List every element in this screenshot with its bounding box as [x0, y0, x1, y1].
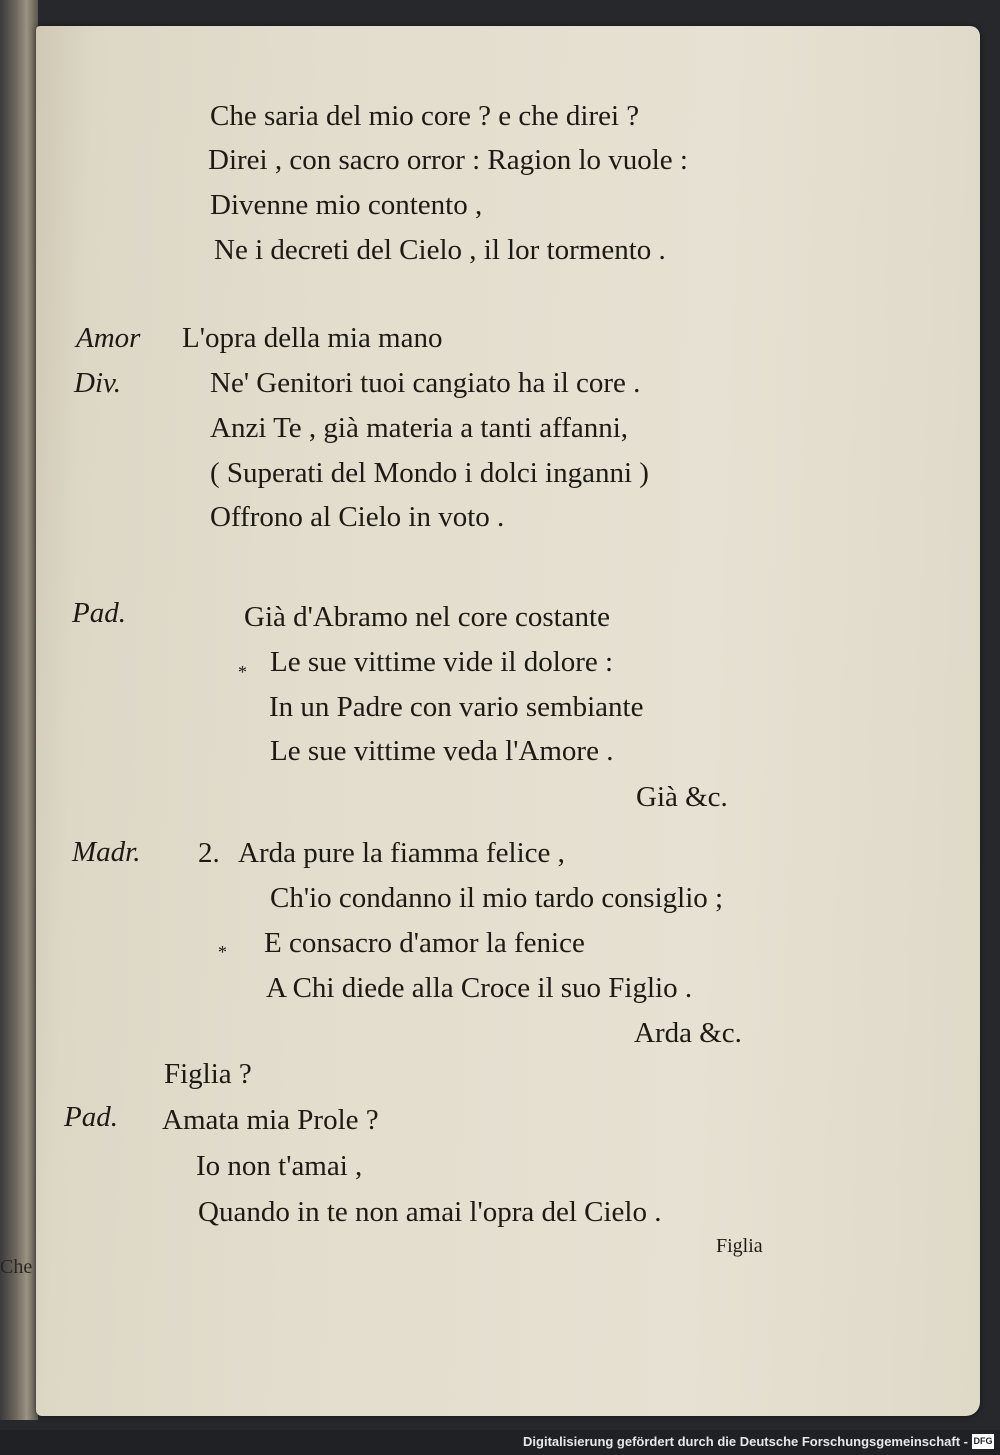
repeat-marker: Arda &c. — [634, 1017, 742, 1049]
verse-line: Quando in te non amai l'opra del Cielo . — [198, 1196, 662, 1228]
verse-line: Anzi Te , già materia a tanti affanni, — [210, 412, 629, 444]
verse-line: ( Superati del Mondo i dolci inganni ) — [210, 457, 649, 489]
verse-line: Offrono al Cielo in voto . — [210, 501, 505, 533]
speaker-label-div: Div. — [74, 367, 121, 399]
verse-line: Ne i decreti del Cielo , il lor tormento . — [214, 234, 666, 266]
verse-line: Divenne mio contento , — [210, 189, 483, 221]
verse-line: Arda pure la fiamma felice , — [238, 837, 565, 869]
book-page — [36, 26, 980, 1416]
dfg-logo: DFG — [972, 1434, 994, 1449]
catchword: Figlia — [716, 1235, 763, 1257]
speaker-label-amor: Amor — [76, 322, 141, 354]
verse-line: In un Padre con vario sembiante — [269, 691, 644, 723]
footer-bar — [0, 1430, 1000, 1455]
asterisk-mark: * — [218, 942, 227, 962]
speaker-label-pad: Pad. — [72, 597, 126, 629]
previous-page-margin-text: Che — [0, 1256, 33, 1278]
speaker-label-madr: Madr. — [72, 836, 141, 868]
verse-line: Direi , con sacro orror : Ragion lo vuole : — [208, 144, 688, 176]
verse-line: A Chi diede alla Croce il suo Figlio . — [266, 972, 693, 1004]
aria-number: 2. — [198, 837, 220, 869]
verse-line: Già d'Abramo nel core costante — [244, 601, 610, 633]
verse-line: Amata mia Prole ? — [162, 1104, 379, 1136]
funding-notice: Digitalisierung gefördert durch die Deutsche Forschungsgemeinschaft - — [523, 1434, 968, 1449]
verse-line: Ch'io condanno il mio tardo consiglio ; — [270, 882, 724, 914]
speaker-label-pad: Pad. — [64, 1101, 118, 1133]
verse-line: L'opra della mia mano — [182, 322, 443, 354]
verse-line: Ne' Genitori tuoi cangiato ha il core . — [210, 367, 641, 399]
verse-line: Che saria del mio core ? e che direi ? — [210, 100, 640, 132]
repeat-marker: Già &c. — [636, 781, 728, 813]
verse-line: E consacro d'amor la fenice — [264, 927, 585, 959]
verse-line: Figlia ? — [164, 1058, 252, 1090]
verse-line: Le sue vittime veda l'Amore . — [270, 735, 614, 767]
book-binding — [0, 0, 38, 1420]
verse-line: Io non t'amai , — [196, 1150, 363, 1182]
asterisk-mark: * — [238, 662, 247, 682]
verse-line: Le sue vittime vide il dolore : — [270, 646, 614, 678]
